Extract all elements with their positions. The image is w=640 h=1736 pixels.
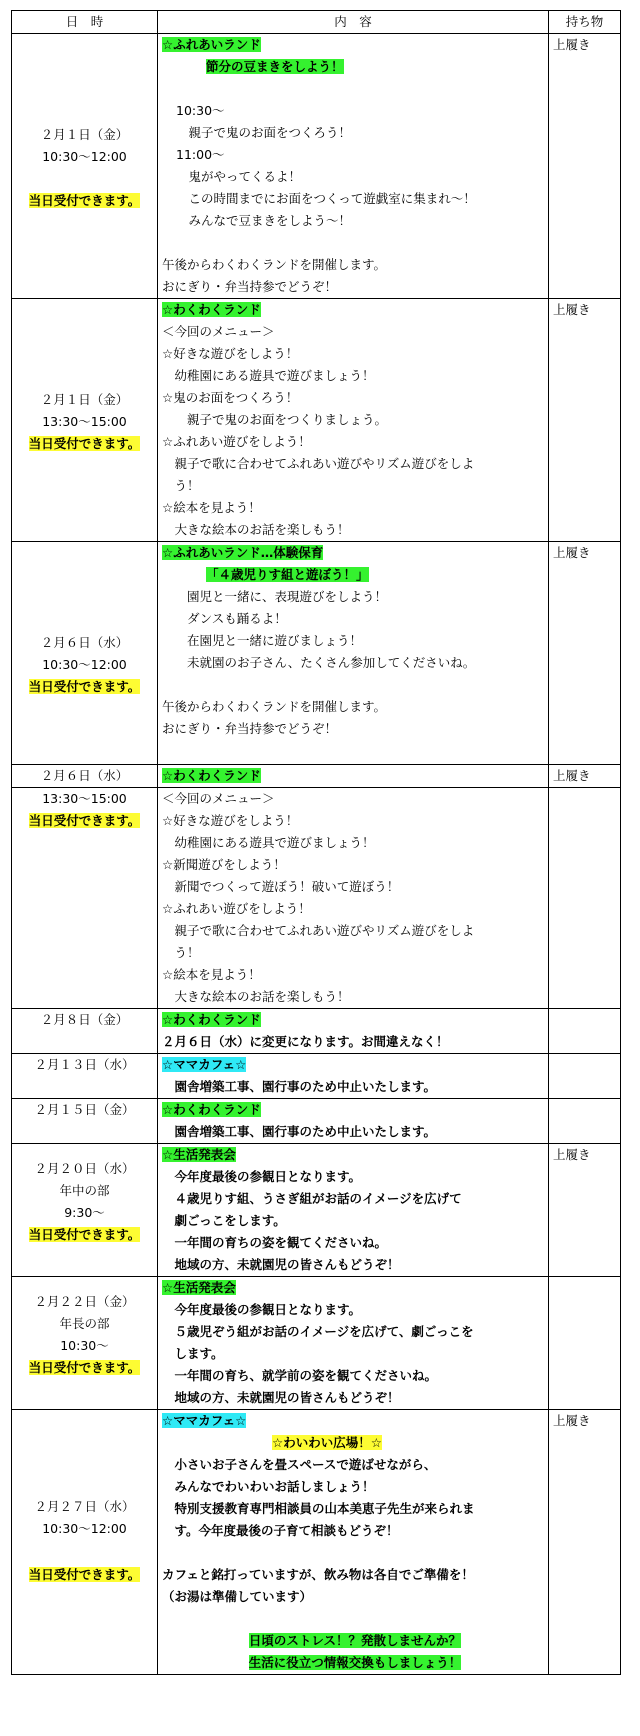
content-line: 未就園のお子さん、たくさん参加してくださいね。 (162, 655, 476, 670)
date-lines (12, 1158, 157, 1224)
content-line: 劇ごっこをします。 (162, 1213, 286, 1228)
content-line: おにぎり・弁当持参でどうぞ！ (162, 279, 338, 294)
date-line: 10:30～12:00 (42, 149, 127, 164)
content-line: 園舎増築工事、園行事のため中止いたします。 (162, 1124, 437, 1139)
badge-wrapper (12, 433, 157, 455)
date-line: 10:30～12:00 (42, 657, 127, 672)
walk-in-badge: 当日受付できます。 (28, 1567, 141, 1582)
content-line: 在園児と一緒に遊びましょう！ (162, 633, 363, 648)
event-subtitle-row (162, 1432, 548, 1454)
item-text: 上履き (553, 768, 591, 783)
date-line: 年長の部 (59, 1316, 110, 1331)
date-wrapper (12, 765, 157, 787)
spacer (162, 1608, 548, 1630)
content-line (162, 674, 548, 696)
content-line: ５歳児ぞう組がお話のイメージを広げて、劇ごっこを (162, 1324, 474, 1339)
schedule-row (12, 1410, 621, 1675)
content-line: ☆鬼のお面をつくろう！ (162, 390, 299, 405)
event-title-row (162, 1277, 548, 1299)
schedule-row (12, 299, 621, 542)
content-line: 幼稚園にある遊具で遊びましょう！ (162, 835, 375, 850)
content-line: 親子で歌に合わせてふれあい遊びやリズム遊びをしよ (162, 456, 475, 471)
content-line: みんなでわいわいお話しましょう！ (162, 1479, 375, 1494)
badge-wrapper (12, 1564, 157, 1586)
schedule-row (12, 34, 621, 299)
content-line: う！ (162, 945, 200, 960)
items-cell (549, 1099, 621, 1144)
content-line: 11:00～ (176, 147, 225, 162)
content-line: 親子で鬼のお面をつくりましょう。 (162, 412, 388, 427)
date-line: 10:30～ (60, 1338, 109, 1353)
event-title-row (162, 1054, 548, 1076)
content-line: 新聞でつくって遊ぼう！破いて遊ぼう！ (162, 879, 400, 894)
event-title-row (162, 1144, 548, 1166)
content-line: ☆好きな遊びをしよう！ (162, 346, 299, 361)
date-cell (12, 1054, 158, 1099)
date-line: ２月８日（金） (40, 1012, 129, 1027)
badge-wrapper (12, 1224, 157, 1246)
schedule-row (12, 788, 621, 1009)
date-lines (12, 1099, 157, 1121)
event-title: ☆ふれあいランド (162, 37, 261, 52)
date-line: 13:30～15:00 (42, 791, 127, 806)
content-line: ☆ふれあい遊びをしよう！ (162, 901, 311, 916)
date-line: 13:30～15:00 (42, 414, 127, 429)
items-cell (549, 765, 621, 788)
content-line: ＜今回のメニュー＞ (162, 324, 275, 339)
date-lines (12, 788, 157, 810)
date-cell (12, 542, 158, 765)
event-title: ☆生活発表会 (162, 1280, 236, 1295)
event-title: ☆ママカフェ☆ (162, 1413, 247, 1428)
date-wrapper (12, 1144, 157, 1262)
date-lines (12, 389, 157, 433)
event-title-row (162, 1410, 548, 1432)
item-text: 上履き (553, 37, 591, 52)
date-lines (12, 1291, 157, 1357)
event-title: ☆わくわくランド (162, 302, 261, 317)
content-line: 特別支援教育専門相談員の山本美恵子先生が来られま (162, 1501, 475, 1516)
content-cell (158, 1054, 549, 1099)
event-title: ☆ふれあいランド…体験保育 (162, 545, 324, 560)
items-cell (549, 1054, 621, 1099)
content-line: 園舎増築工事、園行事のため中止いたします。 (162, 1079, 437, 1094)
event-title-row (162, 542, 548, 564)
badge-wrapper (12, 1357, 157, 1379)
items-cell (549, 1009, 621, 1054)
content-line: 午後からわくわくランドを開催します。 (162, 257, 387, 272)
event-title-row (162, 1009, 548, 1031)
walk-in-badge: 当日受付できます。 (28, 1360, 141, 1375)
content-line: 一年間の育ちの姿を観てくださいね。 (162, 1235, 388, 1250)
content-cell (158, 1099, 549, 1144)
content-cell (158, 34, 549, 299)
content-cell (158, 542, 549, 765)
schedule-body (12, 34, 621, 1675)
date-line: 10:30～12:00 (42, 1521, 127, 1536)
content-line: ２月６日（水）に変更になります。お間違えなく！ (162, 1034, 449, 1049)
content-line: します。 (162, 1346, 224, 1361)
date-line: ２月１５日（金） (34, 1102, 135, 1117)
content-line: 小さいお子さんを畳スペースで遊ばせながら、 (162, 1457, 437, 1472)
content-line: カフェと銘打っていますが、飲み物は各自でご準備を！ (162, 1567, 474, 1582)
event-title: ☆わくわくランド (162, 1102, 261, 1117)
content-line: 一年間の育ち、就学前の姿を観てくださいね。 (162, 1368, 438, 1383)
date-wrapper (12, 788, 157, 986)
date-cell (12, 1144, 158, 1277)
event-title: ☆ママカフェ☆ (162, 1057, 247, 1072)
date-cell (12, 788, 158, 1009)
content-cell (158, 299, 549, 542)
date-line: ２月２２日（金） (34, 1294, 135, 1309)
event-title-row (162, 765, 548, 787)
date-line: ２月１日（金） (40, 392, 129, 407)
date-cell (12, 299, 158, 542)
footer-line: 日頃のストレス！？発散しませんか？ (248, 1633, 462, 1648)
items-cell (549, 34, 621, 299)
content-line: 鬼がやってくるよ！ (176, 169, 302, 184)
content-line: ☆絵本を見よう！ (162, 967, 261, 982)
content-line: 地域の方、未就園児の皆さんもどうぞ！ (162, 1257, 400, 1272)
content-cell (158, 1009, 549, 1054)
item-text: 上履き (553, 545, 591, 560)
walk-in-badge: 当日受付できます。 (28, 1227, 141, 1242)
badge-wrapper (12, 676, 157, 698)
content-line: この時間までにお面をつくって遊戯室に集まれ～！ (176, 191, 476, 206)
content-line: みんなで豆まきをしよう～！ (176, 213, 352, 228)
content-cell (158, 1410, 549, 1675)
items-cell (549, 1144, 621, 1277)
item-text: 上履き (553, 302, 591, 317)
date-line: ２月６日（水） (40, 635, 129, 650)
schedule-row (12, 1277, 621, 1410)
content-line (162, 1542, 548, 1564)
schedule-row (12, 1144, 621, 1277)
content-line: おにぎり・弁当持参でどうぞ！ (162, 721, 338, 736)
content-cell (158, 788, 549, 1009)
date-cell (12, 34, 158, 299)
spacer (162, 78, 548, 100)
content-cell (158, 1277, 549, 1410)
item-text: 上履き (553, 1413, 591, 1428)
date-wrapper (12, 1277, 157, 1395)
date-line: 年中の部 (59, 1183, 110, 1198)
schedule-row (12, 542, 621, 765)
date-cell (12, 1277, 158, 1410)
item-text: 上履き (553, 1147, 591, 1162)
content-line: ☆ふれあい遊びをしよう！ (162, 434, 311, 449)
date-line: ２月６日（水） (40, 768, 129, 783)
walk-in-badge: 当日受付できます。 (28, 679, 141, 694)
date-lines (12, 632, 157, 676)
badge-wrapper (12, 810, 157, 832)
date-cell (12, 1410, 158, 1675)
content-line: 午後からわくわくランドを開催します。 (162, 699, 387, 714)
content-line: 今年度最後の参観日となります。 (162, 1169, 362, 1184)
header-date: 日 時 (12, 11, 158, 34)
content-line: す。今年度最後の子育て相談もどうぞ！ (162, 1523, 399, 1538)
date-lines (12, 124, 157, 168)
footer-line: 生活に役立つ情報交換もしましょう！ (248, 1655, 462, 1670)
walk-in-badge: 当日受付できます。 (28, 193, 141, 208)
event-title: ☆わくわくランド (162, 768, 261, 783)
schedule-row (12, 1009, 621, 1054)
badge-wrapper (12, 190, 157, 212)
date-cell (12, 765, 158, 788)
schedule-row (12, 1054, 621, 1099)
event-title-row (162, 1099, 548, 1121)
schedule-table (11, 10, 621, 1675)
date-wrapper (12, 34, 157, 290)
date-wrapper (12, 299, 157, 533)
items-cell (549, 1277, 621, 1410)
event-title-row (162, 34, 548, 56)
date-wrapper (12, 1410, 157, 1654)
date-lines (12, 1054, 157, 1076)
content-line: 地域の方、未就園児の皆さんもどうぞ！ (162, 1390, 400, 1405)
schedule-row (12, 1099, 621, 1144)
items-cell (549, 542, 621, 765)
content-line: 親子で歌に合わせてふれあい遊びやリズム遊びをしよ (162, 923, 475, 938)
content-line: 園児と一緒に、表現遊びをしよう！ (162, 589, 388, 604)
date-line: 9:30～ (64, 1205, 105, 1220)
items-cell (549, 788, 621, 1009)
event-subtitle: ☆わいわい広場！☆ (272, 1435, 382, 1450)
date-line: ２月１３日（水） (34, 1057, 135, 1072)
date-lines (12, 765, 157, 787)
event-title-row (162, 299, 548, 321)
content-line (162, 232, 548, 254)
content-line: ４歳児りす組、うさぎ組がお話のイメージを広げて (162, 1191, 462, 1206)
content-line: ☆絵本を見よう！ (162, 500, 261, 515)
items-cell (549, 1410, 621, 1675)
content-cell (158, 765, 549, 788)
date-wrapper (12, 1009, 157, 1031)
date-wrapper (12, 1054, 157, 1076)
content-line: （お湯は準備しています） (162, 1589, 313, 1604)
footer-line-row (162, 1652, 548, 1674)
header-content: 内 容 (158, 11, 549, 34)
walk-in-badge: 当日受付できます。 (28, 813, 141, 828)
content-line: 大きな絵本のお話を楽しもう！ (162, 989, 350, 1004)
event-subtitle-row (162, 564, 548, 586)
event-subtitle-row (162, 56, 548, 78)
date-lines (12, 1496, 157, 1540)
date-wrapper (12, 1099, 157, 1121)
event-title: ☆わくわくランド (162, 1012, 261, 1027)
schedule-row (12, 765, 621, 788)
content-line: う！ (162, 478, 200, 493)
content-line: ☆好きな遊びをしよう！ (162, 813, 299, 828)
content-line: 親子で鬼のお面をつくろう！ (176, 125, 352, 140)
date-wrapper (12, 542, 157, 764)
content-cell (158, 1144, 549, 1277)
content-line: ダンスも踊るよ！ (162, 611, 287, 626)
date-cell (12, 1009, 158, 1054)
content-line: 今年度最後の参観日となります。 (162, 1302, 362, 1317)
content-line: 10:30～ (176, 103, 225, 118)
content-line: 大きな絵本のお話を楽しもう！ (162, 522, 350, 537)
date-line: ２月２７日（水） (34, 1499, 135, 1514)
date-lines (12, 1009, 157, 1031)
walk-in-badge: 当日受付できます。 (28, 436, 141, 451)
header-items: 持ち物 (549, 11, 621, 34)
event-title: ☆生活発表会 (162, 1147, 236, 1162)
content-line: 幼稚園にある遊具で遊びましょう！ (162, 368, 375, 383)
content-line: ＜今回のメニュー＞ (162, 791, 275, 806)
event-subtitle: 「４歳児りす組と遊ぼう！」 (206, 567, 369, 582)
date-line: ２月１日（金） (40, 127, 129, 142)
date-cell (12, 1099, 158, 1144)
content-line: ☆新聞遊びをしよう！ (162, 857, 286, 872)
header-row (12, 11, 621, 34)
event-subtitle: 節分の豆まきをしよう！ (206, 59, 344, 74)
date-line: ２月２０日（水） (34, 1161, 135, 1176)
footer-line-row (162, 1630, 548, 1652)
items-cell (549, 299, 621, 542)
